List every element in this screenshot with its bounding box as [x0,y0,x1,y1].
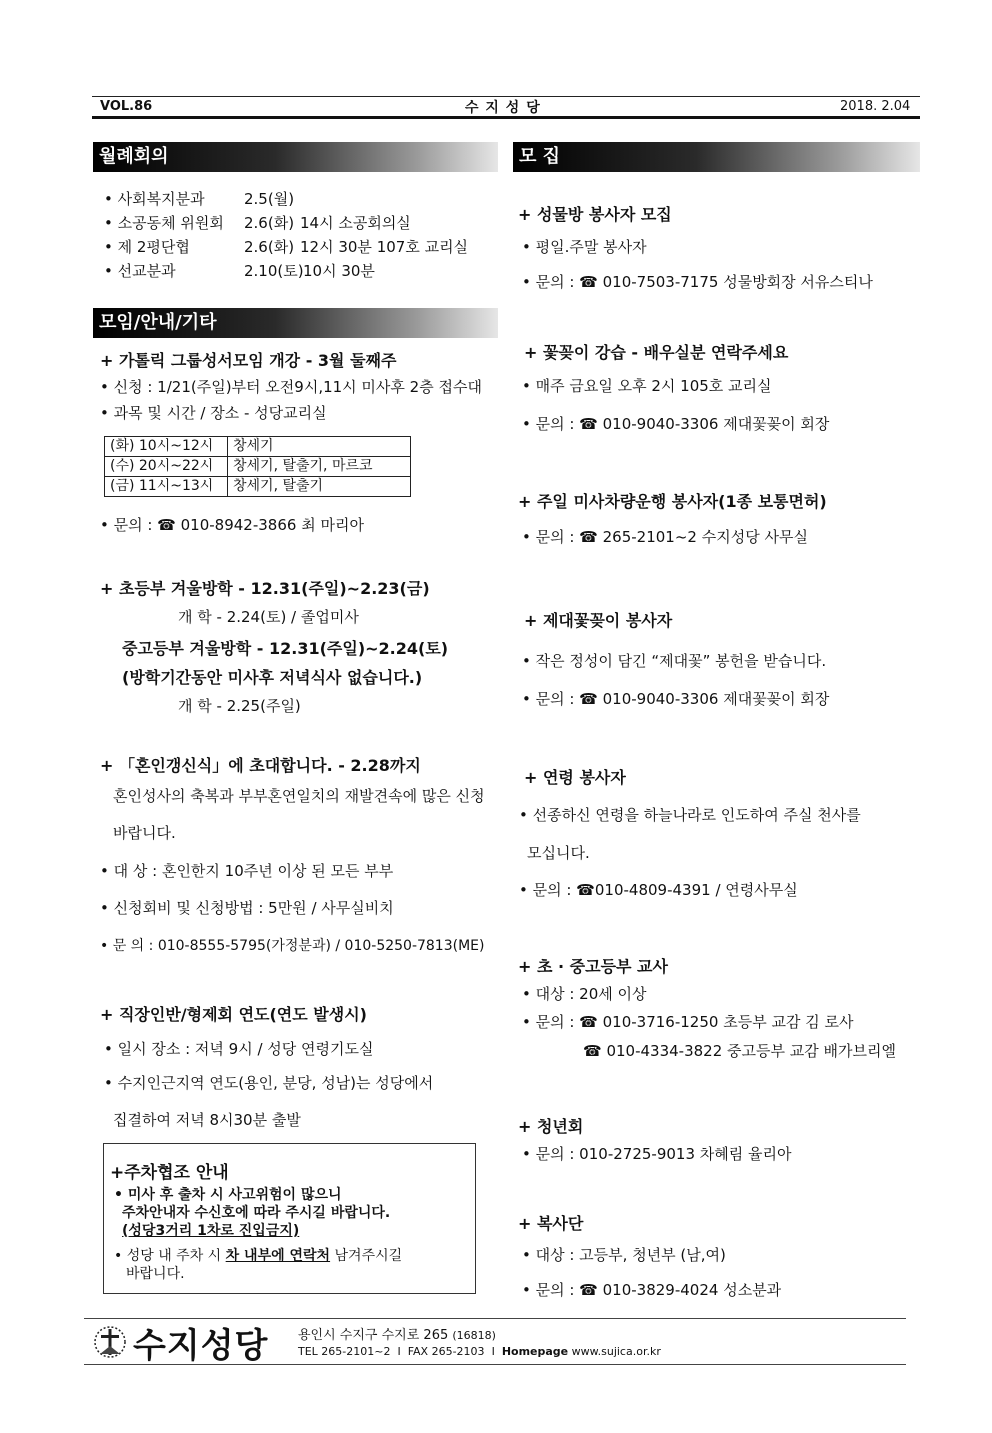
section-heading-gatherings: 모임/안내/기타 [93,308,498,338]
recruit-line: • 문의 : ☎ 265-2101~2 수지성당 사무실 [522,528,808,546]
workers-class-title: + 직장인반/형제회 연도(연도 발생시) [100,1005,367,1024]
recruit-line: • 대상 : 20세 이상 [522,985,647,1003]
wedding-renewal-fee: • 신청회비 및 신청방법 : 5만원 / 사무실비치 [100,899,394,917]
recruit-line: • 작은 정성이 담긴 “제대꽃” 봉헌을 받습니다. [522,652,827,670]
schedule-time: (수) 20시~22시 [105,457,228,477]
recruit-title: + 주일 미사차량운행 봉사자(1종 보통면허) [518,492,827,511]
fax-number: FAX 265-2103 [407,1345,485,1358]
bible-study-apply: • 신청 : 1/21(주일)부터 오전9시,11시 미사후 2층 접수대 [100,378,482,396]
monthly-item-detail: 12시 30분 107호 교리실 [300,238,469,256]
recruit-line: • 선종하신 연령을 하늘나라로 인도하여 주실 천사를 [519,806,861,824]
bible-study-schedule-table [104,436,411,497]
homepage-link[interactable]: www.sujica.or.kr [571,1345,661,1358]
recruit-line: • 매주 금요일 오후 2시 105호 교리실 [522,377,772,395]
parking-notice-warning: (성당3거리 1차로 진입금지) [122,1223,300,1239]
recruit-line: • 문의 : ☎ 010-9040-3306 제대꽃꽂이 회장 [522,690,830,708]
recruit-title: + 성물방 봉사자 모집 [518,205,672,224]
workers-class-meet: 집결하여 저녁 8시30분 출발 [113,1111,301,1129]
recruit-line: • 평일.주말 봉사자 [522,238,647,256]
monthly-item-date: 2.10(토) [244,262,304,280]
monthly-item-date: 2.6(화) [244,214,295,232]
church-address [298,1324,496,1343]
parking-notice-text: 남겨주시길 [334,1248,403,1264]
monthly-item-name: • 소공동체 위원회 [104,214,224,232]
parking-notice-line: 주차안내자 수신호에 따라 주시길 바랍니다. [122,1205,391,1221]
volume-number: VOL.86 [100,99,153,114]
recruit-line: • 문의 : ☎010-4809-4391 / 연령사무실 [519,881,798,899]
footer-bottom-rule [84,1364,906,1365]
elementary-school-start: 개 학 - 2.24(토) / 졸업미사 [178,608,359,626]
workers-class-time: • 일시 장소 : 저녁 9시 / 성당 연령기도실 [104,1040,374,1058]
recruit-line: 모십니다. [527,844,590,862]
wedding-renewal-desc: 혼인성사의 축복과 부부혼연일치의 재발견속에 많은 신청 [113,787,485,805]
homepage-label: Homepage [501,1345,569,1358]
church-logo-text: 수지성당 [133,1326,269,1366]
bible-study-title: + 가톨릭 그룹성서모임 개강 - 3월 둘째주 [100,351,397,370]
recruit-line: • 문의 : ☎ 010-7503-7175 성물방회장 서유스티나 [522,273,873,291]
bible-study-contact: • 문의 : ☎ 010-8942-3866 최 마리아 [100,516,364,534]
address-text: 용인시 수지구 수지로 265 [298,1328,449,1343]
wedding-renewal-target: • 대 상 : 혼인한지 10주년 이상 된 모든 부부 [100,862,394,880]
recruit-title: + 꽃꽂이 강습 - 배우실분 연락주세요 [524,343,789,362]
schedule-subject: 창세기, 탈출기 [228,477,411,497]
table-row [105,457,411,477]
section-heading-monthly: 월례회의 [93,142,498,172]
monthly-item-name: • 제 2평단협 [104,238,190,256]
monthly-item-date: 2.6(화) [244,238,295,256]
schedule-subject: 창세기 [228,437,411,457]
monthly-item-detail: 10시 30분 [303,262,375,280]
recruit-line: • 문의 : ☎ 010-3716-1250 초등부 교감 김 로사 [522,1013,854,1031]
schedule-time: (금) 11시~13시 [105,477,228,497]
monthly-item-detail: 14시 소공회의실 [300,214,411,232]
separator: I [491,1345,495,1358]
parking-notice-box [103,1143,476,1294]
winter-break-dinner-note: (방학기간동안 미사후 저녁식사 없습니다.) [122,668,423,687]
parking-notice-line: • 미사 후 출차 시 사고위험이 많으니 [114,1187,342,1203]
recruit-title: + 초 · 중고등부 교사 [518,957,668,976]
recruit-line: • 문의 : 010-2725-9013 차혜림 율리아 [522,1145,792,1163]
schedule-subject: 창세기, 탈출기, 마르코 [228,457,411,477]
elementary-winter-break: + 초등부 겨울방학 - 12.31(주일)~2.23(금) [100,579,430,598]
middle-high-school-start: 개 학 - 2.25(주일) [178,697,301,715]
bible-study-course: • 과목 및 시간 / 장소 - 성당교리실 [100,404,327,422]
postcode: (16818) [452,1329,496,1342]
church-contact-line [298,1345,661,1358]
recruit-title: + 복사단 [518,1214,584,1233]
parking-notice-line [114,1245,402,1265]
separator: I [397,1345,401,1358]
phone-number: TEL 265-2101~2 [298,1345,391,1358]
parking-notice-line: 바랍니다. [126,1266,185,1282]
monthly-item-date: 2.5(월) [244,190,295,208]
monthly-item-name: • 선교분과 [104,262,176,280]
schedule-time: (화) 10시~12시 [105,437,228,457]
parking-notice-highlight: 차 내부에 연락처 [225,1248,331,1264]
recruit-line: ☎ 010-4334-3822 중고등부 교감 배가브리엘 [583,1042,896,1060]
parking-notice-title: +주차협조 안내 [110,1163,229,1183]
wedding-renewal-contact: • 문 의 : 010-8555-5795(가정분과) / 010-5250-7813(ME) [100,938,485,954]
recruit-line: • 대상 : 고등부, 청년부 (남,여) [522,1246,726,1264]
parking-notice-text: • 성당 내 주차 시 [114,1248,222,1264]
middle-high-winter-break: 중고등부 겨울방학 - 12.31(주일)~2.24(토) [122,639,449,658]
recruit-title: + 제대꽃꽂이 봉사자 [524,611,673,630]
recruit-line: • 문의 : ☎ 010-9040-3306 제대꽃꽂이 회장 [522,415,830,433]
recruit-line: • 문의 : ☎ 010-3829-4024 성소분과 [522,1281,782,1299]
issue-date: 2018. 2.04 [840,99,911,114]
wedding-renewal-desc-cont: 바랍니다. [113,824,176,842]
section-heading-recruit: 모 집 [513,142,920,172]
table-row [105,437,411,457]
workers-class-near: • 수지인근지역 연도(용인, 분당, 성남)는 성당에서 [104,1074,434,1092]
table-row [105,477,411,497]
recruit-title: + 청년회 [518,1117,584,1136]
newsletter-title: 수 지 성 당 [465,100,541,116]
monthly-item-name: • 사회복지분과 [104,190,205,208]
church-logo-icon [92,1324,128,1360]
wedding-renewal-title: + 「혼인갱신식」에 초대합니다. - 2.28까지 [100,756,421,775]
recruit-title: + 연령 봉사자 [524,768,626,787]
header-bottom-rule [92,116,920,119]
